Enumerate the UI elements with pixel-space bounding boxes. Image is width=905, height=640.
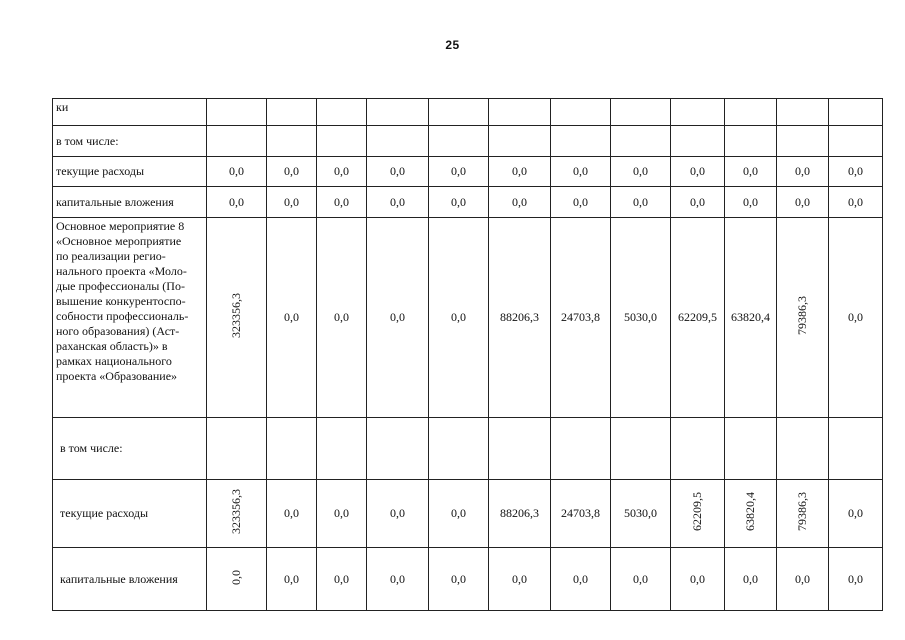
- table-cell: [267, 418, 317, 480]
- table-cell: 63820,4: [725, 218, 777, 418]
- table-cell: [489, 99, 551, 126]
- label-line: собности профессиональ-: [56, 309, 189, 323]
- table-cell: [725, 126, 777, 157]
- table-cell: 0,0: [611, 548, 671, 611]
- table-cell: [317, 99, 367, 126]
- table-cell: 0,0: [317, 480, 367, 548]
- table-cell: [551, 126, 611, 157]
- table-cell: 0,0: [267, 548, 317, 611]
- table-cell: [551, 418, 611, 480]
- table-cell: 88206,3: [489, 218, 551, 418]
- row-label: текущие расходы: [53, 480, 207, 548]
- table-cell: [671, 480, 725, 548]
- table-cell: 0,0: [489, 187, 551, 218]
- table-cell: [317, 126, 367, 157]
- table-cell: 0,0: [725, 157, 777, 187]
- table-row: [53, 548, 883, 611]
- label-line: Основное мероприятие 8: [56, 219, 185, 233]
- rotated-value: 79386,3: [795, 492, 809, 531]
- table-cell: [551, 99, 611, 126]
- table-cell: [671, 418, 725, 480]
- label-line: дые профессионалы (По-: [56, 279, 185, 293]
- table-cell: 0,0: [317, 187, 367, 218]
- table-cell: 0,0: [829, 157, 883, 187]
- table-cell: [317, 418, 367, 480]
- table-cell: 0,0: [671, 548, 725, 611]
- label-line: ного образования) (Аст-: [56, 324, 180, 338]
- rotated-value: 79386,3: [795, 296, 809, 335]
- table-cell: [611, 418, 671, 480]
- table-cell: [829, 418, 883, 480]
- table-cell: [207, 548, 267, 611]
- table-cell: [207, 99, 267, 126]
- label-line: «Основное мероприятие: [56, 234, 182, 248]
- row-label: в том числе:: [53, 126, 207, 157]
- table-cell: 62209,5: [671, 218, 725, 418]
- table-cell: 0,0: [777, 548, 829, 611]
- table-cell: 0,0: [317, 548, 367, 611]
- table-cell: 5030,0: [611, 218, 671, 418]
- table-cell: [671, 99, 725, 126]
- table-cell: 0,0: [725, 548, 777, 611]
- table-cell: 0,0: [429, 480, 489, 548]
- table-cell: 0,0: [207, 157, 267, 187]
- table-cell: [611, 126, 671, 157]
- table-cell: 0,0: [367, 548, 429, 611]
- table-cell: 0,0: [725, 187, 777, 218]
- table-cell: 0,0: [551, 548, 611, 611]
- row-label: текущие расходы: [53, 157, 207, 187]
- table-cell: 0,0: [489, 548, 551, 611]
- table-cell: [777, 218, 829, 418]
- table-cell: [367, 126, 429, 157]
- rotated-value: 323356,3: [229, 489, 243, 534]
- table-cell: 0,0: [611, 187, 671, 218]
- rotated-value: 62209,5: [690, 492, 704, 531]
- table-cell: [267, 99, 317, 126]
- table-cell: 0,0: [367, 218, 429, 418]
- table-cell: 24703,8: [551, 480, 611, 548]
- table-cell: 0,0: [671, 187, 725, 218]
- row-label: ки: [53, 99, 207, 126]
- table-cell: [671, 126, 725, 157]
- table-cell: [367, 418, 429, 480]
- budget-table: [52, 98, 883, 611]
- table-cell: [777, 418, 829, 480]
- table-cell: 0,0: [671, 157, 725, 187]
- table-cell: 24703,8: [551, 218, 611, 418]
- table-cell: 0,0: [829, 218, 883, 418]
- table-cell: 0,0: [777, 157, 829, 187]
- label-line: нального проекта «Моло-: [56, 264, 187, 278]
- table-cell: 88206,3: [489, 480, 551, 548]
- table-cell: 0,0: [367, 480, 429, 548]
- table-cell: 0,0: [207, 187, 267, 218]
- label-line: по реализации регио-: [56, 249, 166, 263]
- table-cell: [611, 99, 671, 126]
- table-row: [53, 187, 883, 218]
- table-cell: [367, 99, 429, 126]
- table-cell: [207, 126, 267, 157]
- table-cell: [429, 126, 489, 157]
- table-cell: [489, 418, 551, 480]
- table-cell: [725, 480, 777, 548]
- table-cell: [777, 99, 829, 126]
- table-cell: 0,0: [267, 187, 317, 218]
- row-label: в том числе:: [53, 418, 207, 480]
- row-label-main-activity: [53, 218, 207, 418]
- table-cell: 0,0: [611, 157, 671, 187]
- table-cell: 0,0: [829, 187, 883, 218]
- label-line: раханская область)» в: [56, 339, 168, 353]
- table-cell: 0,0: [317, 157, 367, 187]
- label-line: проекта «Образование»: [56, 369, 178, 383]
- table-row: [53, 157, 883, 187]
- table-cell: 0,0: [267, 157, 317, 187]
- label-line: рамках национального: [56, 354, 172, 368]
- table-row: [53, 126, 883, 157]
- table-cell: [829, 99, 883, 126]
- table-cell: 0,0: [267, 480, 317, 548]
- row-label: капитальные вложения: [53, 548, 207, 611]
- table-cell: 0,0: [429, 157, 489, 187]
- rotated-value: 63820,4: [743, 492, 757, 531]
- table-cell: 5030,0: [611, 480, 671, 548]
- table-row: [53, 99, 883, 126]
- table-cell: 0,0: [317, 218, 367, 418]
- table-cell: 0,0: [429, 187, 489, 218]
- table-cell: 0,0: [429, 548, 489, 611]
- table-cell: 0,0: [429, 218, 489, 418]
- table-row: [53, 418, 883, 480]
- table-cell: 0,0: [551, 187, 611, 218]
- table-cell: [429, 418, 489, 480]
- table-cell: [777, 126, 829, 157]
- table-cell: [207, 418, 267, 480]
- table-cell: [267, 126, 317, 157]
- label-line: вышение конкурентоспо-: [56, 294, 186, 308]
- table-cell: [207, 218, 267, 418]
- table-cell: [429, 99, 489, 126]
- row-label: капитальные вложения: [53, 187, 207, 218]
- table-cell: 0,0: [267, 218, 317, 418]
- table-cell: 0,0: [829, 480, 883, 548]
- table-cell: [777, 480, 829, 548]
- table-cell: 0,0: [829, 548, 883, 611]
- table-cell: 0,0: [367, 157, 429, 187]
- table-cell: [829, 126, 883, 157]
- table-cell: 0,0: [551, 157, 611, 187]
- rotated-value: 0,0: [229, 569, 243, 585]
- table-cell: [725, 99, 777, 126]
- table-cell: 0,0: [489, 157, 551, 187]
- table-cell: 0,0: [367, 187, 429, 218]
- table-row: [53, 218, 883, 418]
- table-row: [53, 480, 883, 548]
- page-number: 25: [445, 38, 460, 52]
- table-cell: [207, 480, 267, 548]
- table-cell: 0,0: [777, 187, 829, 218]
- rotated-value: 323356,3: [229, 293, 243, 338]
- table-cell: [489, 126, 551, 157]
- table-cell: [725, 418, 777, 480]
